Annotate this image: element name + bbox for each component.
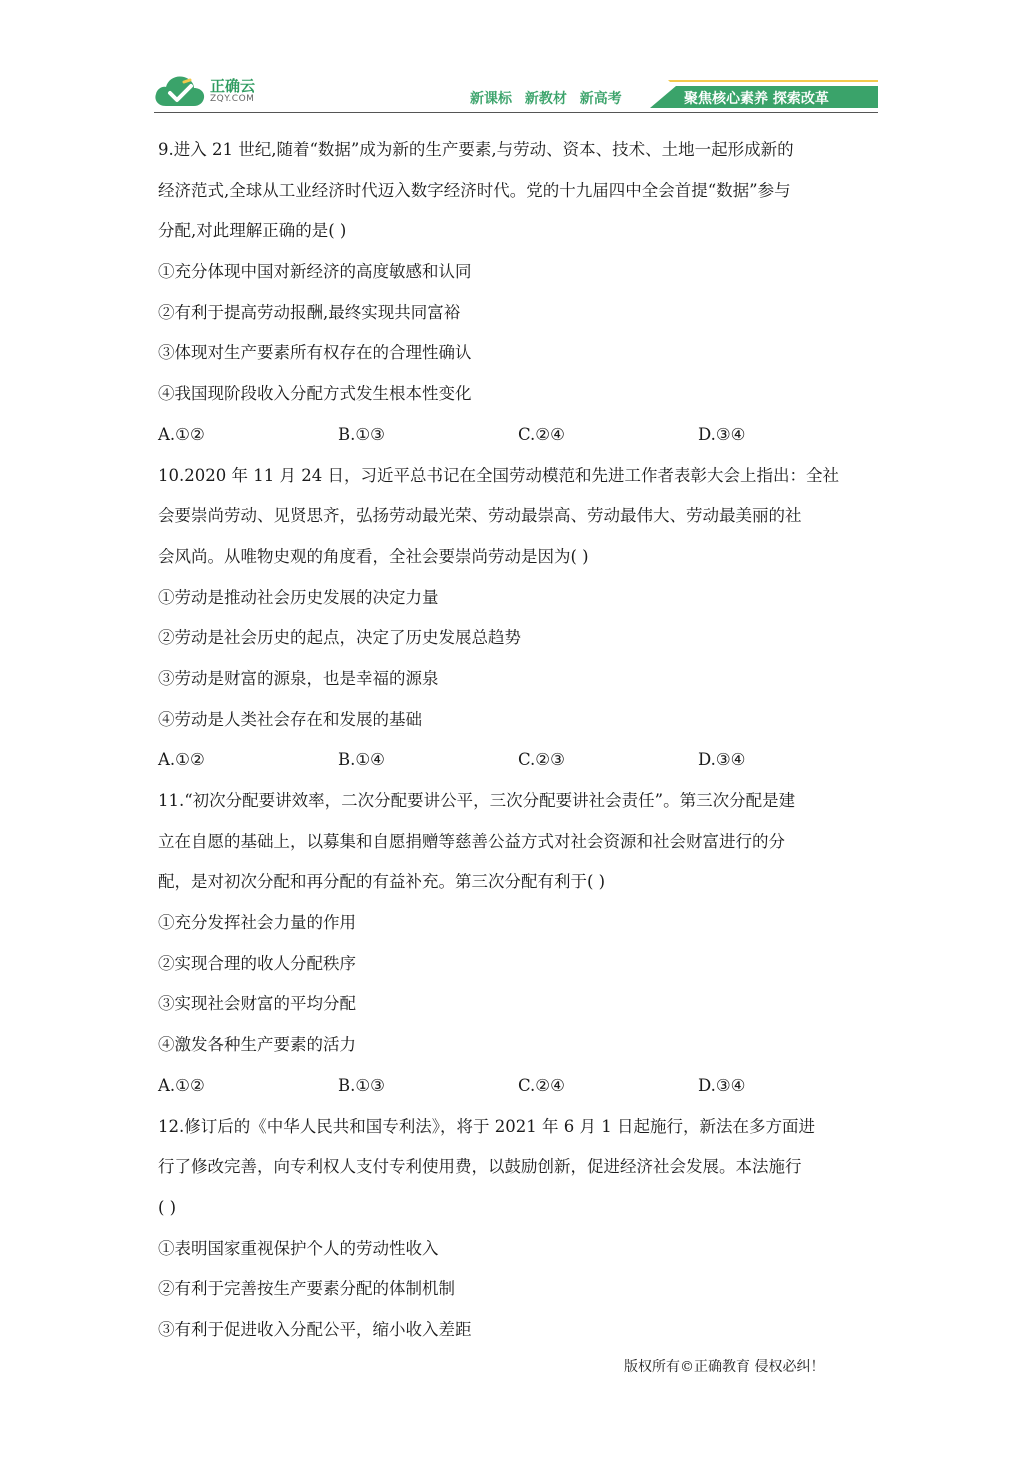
option-d: D.③④ bbox=[698, 1075, 746, 1095]
answer-options bbox=[158, 740, 878, 781]
statement-item: ①劳动是推动社会历史发展的决定力量 bbox=[158, 587, 439, 607]
statement-item: ④激发各种生产要素的活力 bbox=[158, 1035, 356, 1055]
statement-item: ③劳动是财富的源泉，也是幸福的源泉 bbox=[158, 668, 439, 688]
statement-item: ②有利于提高劳动报酬,最终实现共同富裕 bbox=[158, 302, 461, 322]
statement-item: ②劳动是社会历史的起点，决定了历史发展总趋势 bbox=[158, 628, 521, 648]
question-stem-line: 9.进入 21 世纪,随着“数据”成为新的生产要素,与劳动、资本、技术、土地一起形成新的 bbox=[158, 140, 794, 159]
option-c: C.②④ bbox=[518, 1075, 565, 1095]
slogan-item: 新高考 bbox=[579, 91, 622, 107]
statement-item: ③实现社会财富的平均分配 bbox=[158, 994, 356, 1014]
question-stem-line: 10.2020 年 11 月 24 日，习近平总书记在全国劳动模范和先进工作者表彰大会上指出：全社 bbox=[158, 465, 839, 485]
option-b: B.①③ bbox=[338, 1075, 385, 1095]
statement-item: ③有利于促进收入分配公平，缩小收入差距 bbox=[158, 1319, 472, 1339]
slogan-left bbox=[470, 88, 630, 108]
statement-item: ②实现合理的收人分配秩序 bbox=[158, 953, 356, 973]
statement-item: ②有利于完善按生产要素分配的体制机制 bbox=[158, 1279, 455, 1299]
slogan-item: 新课标 bbox=[470, 91, 512, 107]
question-stem-line: 配，是对初次分配和再分配的有益补充。第三次分配有利于( ) bbox=[158, 872, 606, 892]
question-stem-line: 行了修改完善，向专利权人支付专利使用费，以鼓励创新，促进经济社会发展。本法施行 bbox=[158, 1157, 802, 1177]
option-b: B.①③ bbox=[338, 424, 385, 444]
statement-item: ①充分发挥社会力量的作用 bbox=[158, 913, 356, 933]
option-d: D.③④ bbox=[698, 424, 746, 444]
question-stem-line: 分配,对此理解正确的是( ) bbox=[158, 221, 347, 241]
brand-domain: ZQY.COM bbox=[210, 94, 255, 104]
question-stem-line: 11.“初次分配要讲效率，二次分配要讲公平，三次分配要讲社会责任”。第三次分配是建 bbox=[158, 791, 796, 810]
question-stem-line: 经济范式,全球从工业经济时代迈入数字经济时代。党的十九届四中全会首提“数据”参与 bbox=[158, 180, 791, 200]
option-a: A.①② bbox=[158, 424, 205, 444]
option-a: A.①② bbox=[158, 750, 205, 770]
cloud-check-icon bbox=[154, 74, 206, 108]
header-divider bbox=[154, 112, 878, 113]
question-stem-line: 12.修订后的《中华人民共和国专利法》，将于 2021 年 6 月 1 日起施行，新法在多方面进 bbox=[158, 1116, 815, 1136]
option-d: D.③④ bbox=[698, 750, 746, 770]
slogan-item: 新教材 bbox=[524, 91, 567, 107]
brand-logo bbox=[154, 74, 266, 108]
question-stem-line: 立在自愿的基础上，以募集和自愿捐赠等慈善公益方式对社会资源和社会财富进行的分 bbox=[158, 831, 785, 851]
answer-options bbox=[158, 1066, 878, 1107]
statement-item: ④劳动是人类社会存在和发展的基础 bbox=[158, 709, 422, 729]
option-c: C.②③ bbox=[518, 750, 565, 770]
question-stem-line: ( ) bbox=[158, 1197, 177, 1217]
option-b: B.①④ bbox=[338, 750, 385, 770]
question-stem-line: 会风尚。从唯物史观的角度看，全社会要崇尚劳动是因为( ) bbox=[158, 546, 589, 566]
slogan-right: 聚焦核心素养 探索改革 bbox=[684, 91, 829, 107]
option-c: C.②④ bbox=[518, 424, 565, 444]
statement-item: ①充分体现中国对新经济的高度敏感和认同 bbox=[158, 262, 472, 282]
copyright-footer: 版权所有©正确教育 侵权必纠！ bbox=[624, 1359, 825, 1375]
brand-name: 正确云 bbox=[210, 77, 256, 95]
statement-item: ③体现对生产要素所有权存在的合理性确认 bbox=[158, 343, 472, 363]
answer-options bbox=[158, 415, 878, 456]
statement-item: ④我国现阶段收入分配方式发生根本性变化 bbox=[158, 384, 472, 404]
question-stem-line: 会要崇尚劳动、见贤思齐，弘扬劳动最光荣、劳动最崇高、劳动最伟大、劳动最美丽的社 bbox=[158, 506, 802, 526]
statement-item: ①表明国家重视保护个人的劳动性收入 bbox=[158, 1238, 439, 1258]
question-list bbox=[158, 130, 878, 1351]
page-header bbox=[0, 0, 1034, 120]
option-a: A.①② bbox=[158, 1075, 205, 1095]
